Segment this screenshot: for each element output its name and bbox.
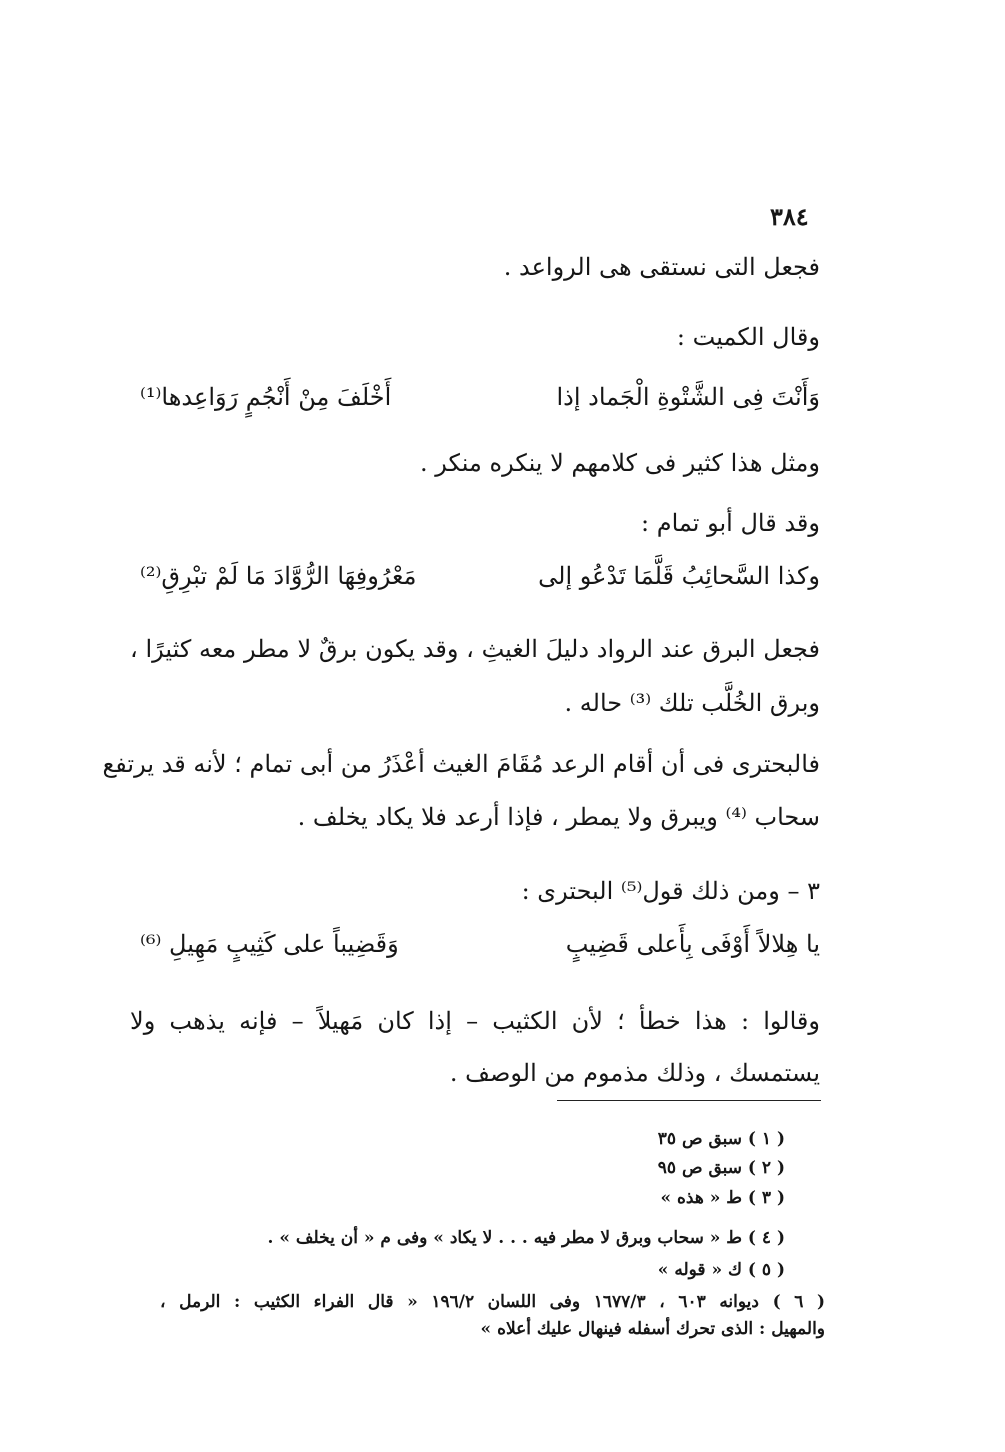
body-line: سحاب ⁽⁴⁾ ويبرق ولا يمطر ، فإذا أرعد فلا يكاد يخلف . <box>297 803 820 831</box>
body-line: وقال الكميت : <box>676 323 820 351</box>
verse-first-hemistich: وَأَنْتَ فِى الشَّتْوةِ الْجَماد إذا <box>556 383 820 411</box>
body-line: فجعل البرق عند الرواد دليلَ الغيثِ ، وقد يكون برقٌ لا مطر معه كثيرًا ، <box>130 635 821 663</box>
footnote-6: ( ٦ ) ديوانه ٦٠٣ ، ١٦٧٧/٣ وفى اللسان ١٩٦/٢ « قال الفراء الكثيب : الرمل ، <box>160 1292 826 1312</box>
footnote-5: ( ٥ ) ك « قوله » <box>657 1260 785 1280</box>
verse-second-hemistich: أَخْلَفَ مِنْ أَنْجُمٍ رَوَاعِدها⁽¹⁾ <box>140 383 392 411</box>
footnote-1: ( ١ ) سبق ص ٣٥ <box>657 1129 785 1149</box>
footnote-6-continuation: والمهيل : الذى تحرك أسفله فينهال عليك أعلاه » <box>480 1319 825 1339</box>
body-line: فالبحترى فى أن أقام الرعد مُقَامَ الغيث أعْذَرُ من أبى تمام ؛ لأنه قد يرتفع <box>102 750 820 778</box>
body-line: وقالوا : هذا خطأ ؛ لأن الكثيب – إذا كان مَهيلاً – فإنه يذهب ولا <box>130 1007 820 1035</box>
body-line: وقد قال أبو تمام : <box>641 509 820 537</box>
verse-second-hemistich: مَعْرُوفِهَا الرُّوَّادَ مَا لَمْ تبْرِقِ⁽²⁾ <box>140 562 417 590</box>
page-number: ٣٨٤ <box>770 202 809 231</box>
footnote-2: ( ٢ ) سبق ص ٩٥ <box>657 1158 785 1178</box>
verse-second-hemistich: وَقَضِيباً على كَثِيبٍ مَهِيلِ ⁽⁶⁾ <box>140 930 399 958</box>
footnote-separator <box>557 1100 821 1101</box>
verse-buhturi <box>140 930 820 970</box>
body-line: ومثل هذا كثير فى كلامهم لا ينكره منكر . <box>420 449 820 477</box>
body-line: وبرق الخُلَّب تلك ⁽³⁾ حاله . <box>564 689 820 717</box>
body-line: فجعل التى نستقى هى الرواعد . <box>503 253 820 281</box>
verse-abu-tammam <box>140 562 820 602</box>
body-line: يستمسك ، وذلك مذموم من الوصف . <box>449 1059 820 1087</box>
verse-first-hemistich: وكذا السَّحائِبُ قَلَّمَا تَدْعُو إلى <box>538 562 820 590</box>
verse-kumait <box>140 383 820 423</box>
footnote-4: ( ٤ ) ط « سحاب وبرق لا مطر فيه . . . لا يكاد » وفى م « أن يخلف » . <box>267 1228 785 1248</box>
section-heading: ٣ – ومن ذلك قول⁽⁵⁾ البحترى : <box>521 877 820 905</box>
footnote-3: ( ٣ ) ط « هذه » <box>660 1188 785 1208</box>
verse-first-hemistich: يا هِلالاً أَوْفَى بِأَعلى قَضِيبٍ <box>565 930 820 958</box>
